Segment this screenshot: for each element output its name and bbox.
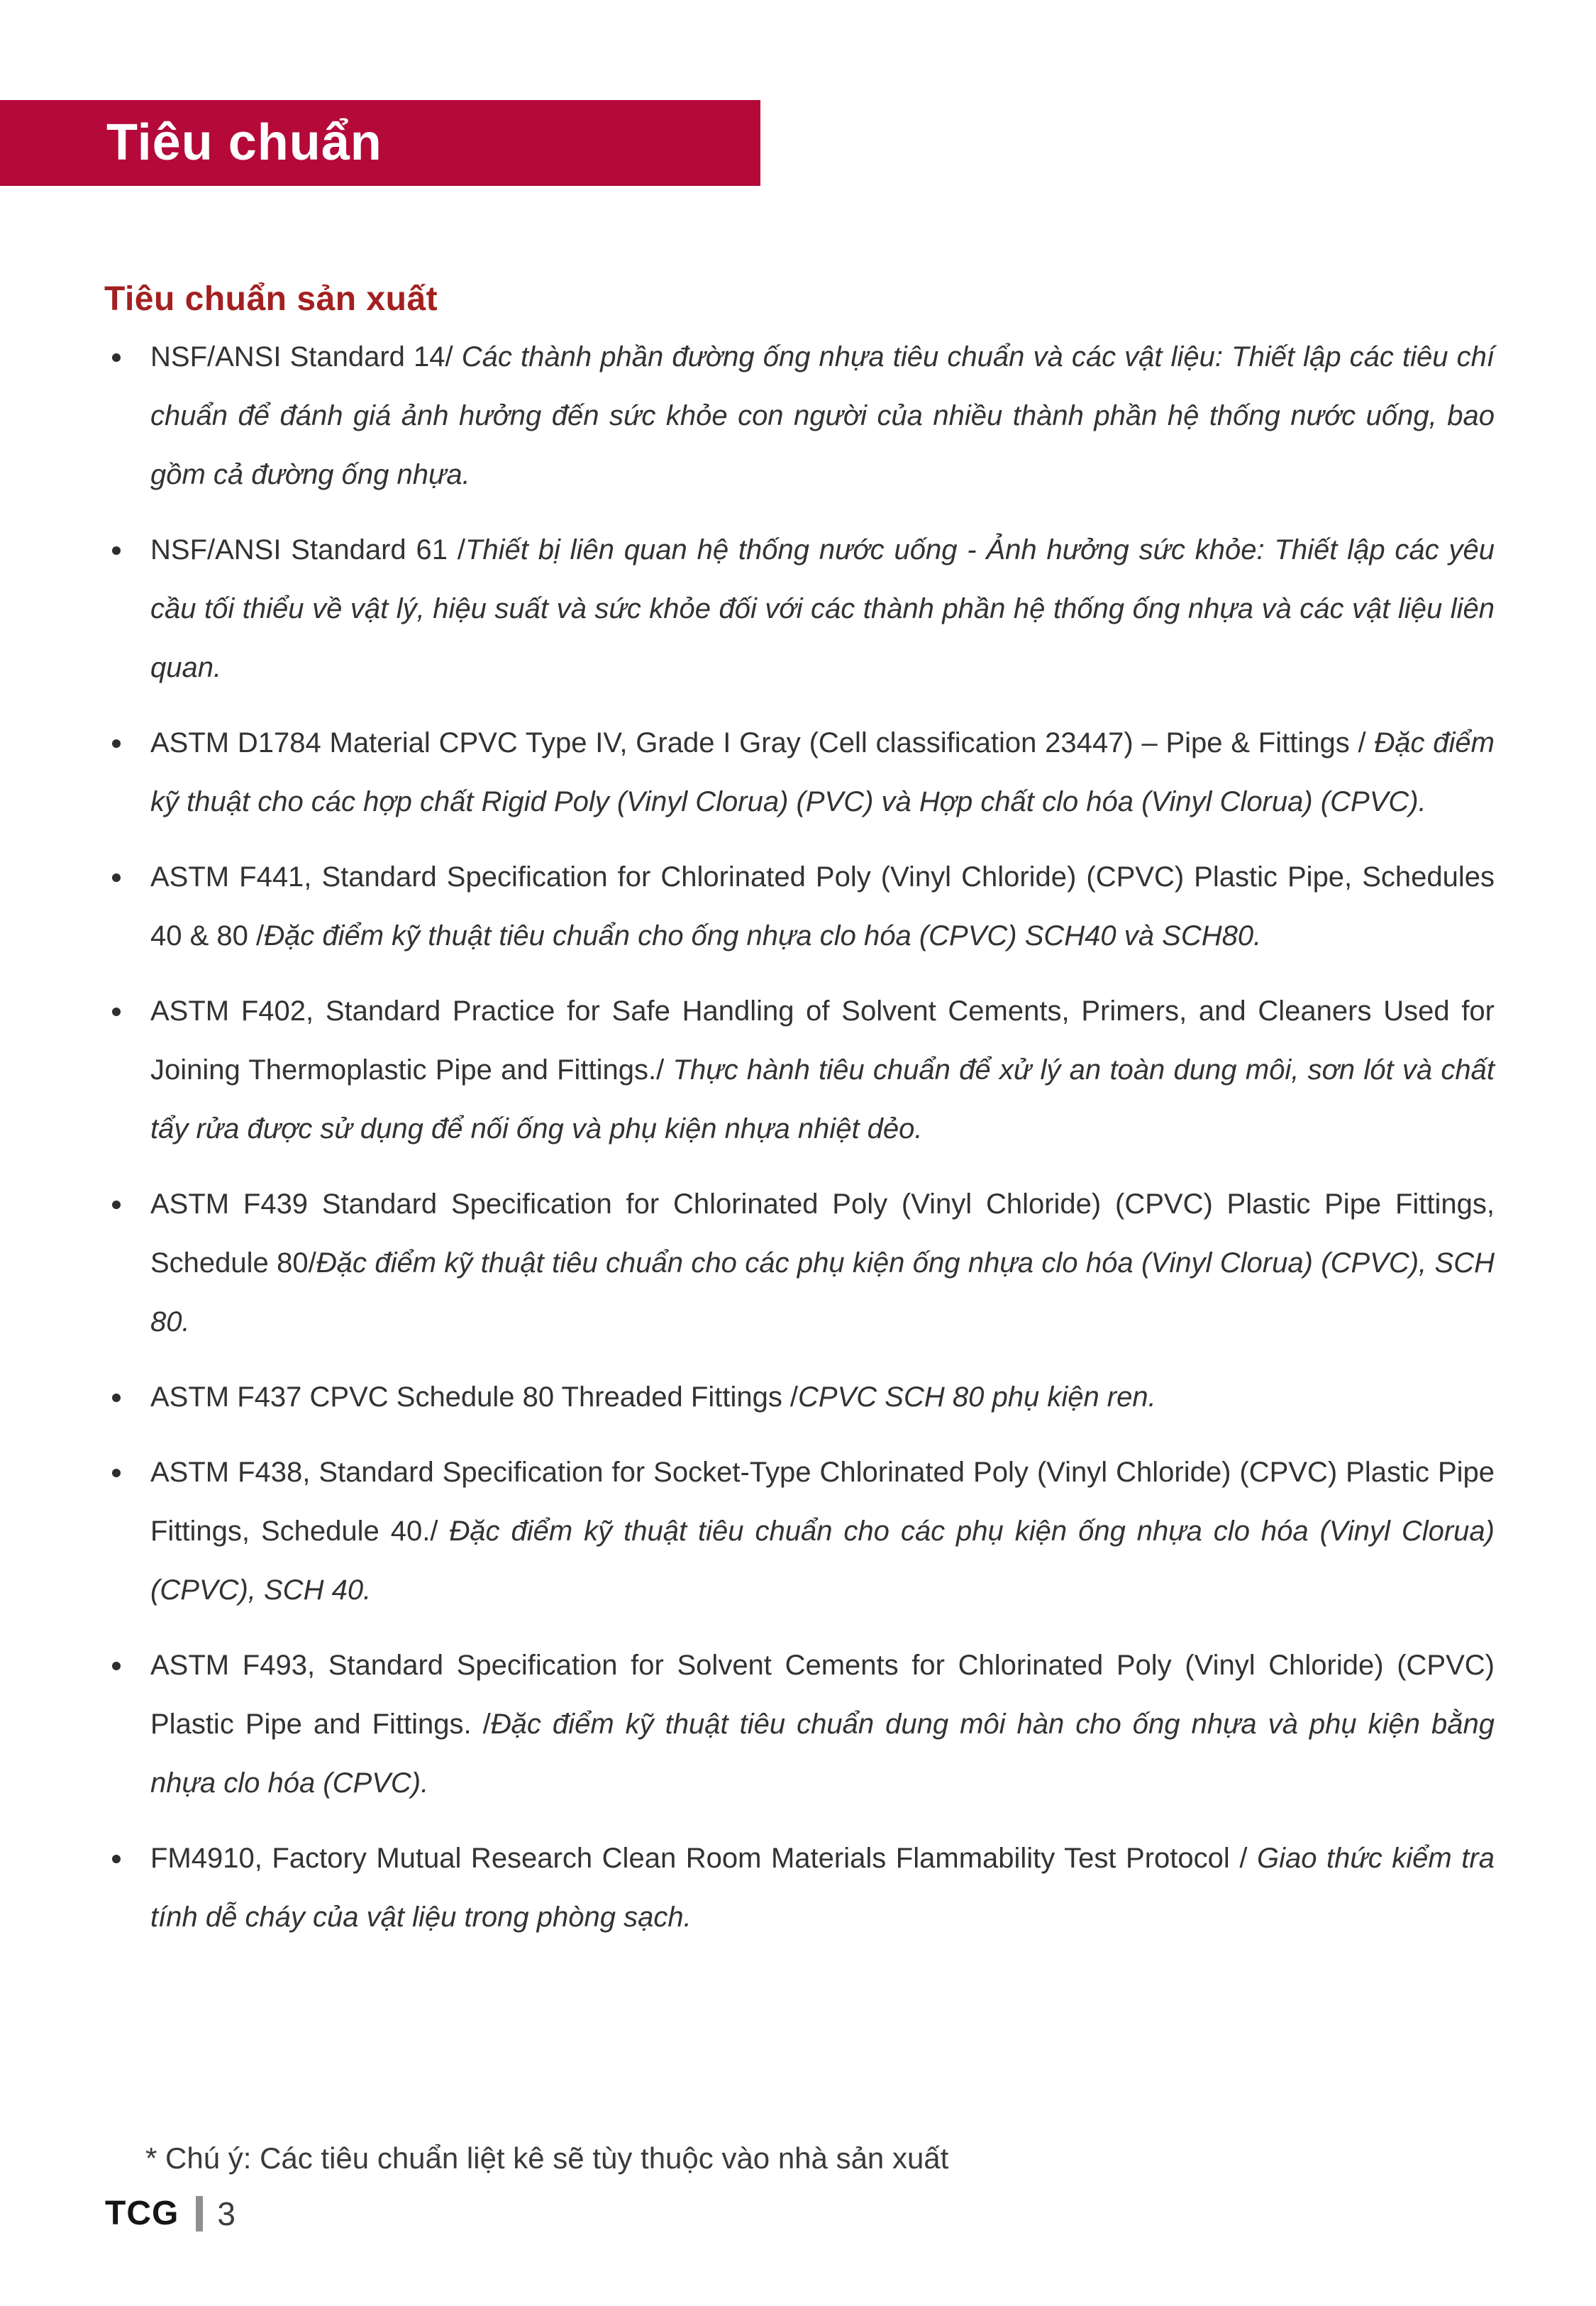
footnote: * Chú ý: Các tiêu chuẩn liệt kê sẽ tùy thuộc vào nhà sản xuất	[145, 2141, 949, 2175]
standard-description-vi: Các thành phần đường ống nhựa tiêu chuẩn và các vật liệu: Thiết lập các tiêu chí chuẩn để đánh giá ảnh hưởng đến sức khỏe con người của nhiều thành phần hệ thống nước uống, bao gồm cả đường ống nhựa.	[150, 341, 1495, 490]
footer-divider	[196, 2196, 203, 2231]
standard-code: NSF/ANSI Standard 14/	[150, 341, 462, 373]
page-footer	[105, 2194, 235, 2233]
bullet-dot-icon	[112, 1855, 121, 1863]
list-item	[106, 521, 1495, 697]
list-item	[106, 1829, 1495, 1947]
bullet-dot-icon	[112, 873, 121, 882]
standard-description-vi: Đặc điểm kỹ thuật cho các hợp chất Rigid Poly (Vinyl Clorua) (PVC) và Hợp chất clo hóa (Vinyl Clorua) (CPVC).	[150, 727, 1495, 817]
standard-code: ASTM D1784 Material CPVC Type IV, Grade I Gray (Cell classification 23447) – Pipe & Fittings /	[150, 727, 1375, 758]
list-item	[106, 714, 1495, 832]
standard-description-vi: Đặc điểm kỹ thuật tiêu chuẩn cho ống nhựa clo hóa (CPVC) SCH40 và SCH80.	[264, 920, 1262, 951]
bullet-dot-icon	[112, 546, 121, 555]
list-item	[106, 982, 1495, 1159]
list-item	[106, 1636, 1495, 1813]
list-item	[106, 1368, 1495, 1427]
bullet-dot-icon	[112, 739, 121, 748]
standard-code: ASTM F437 CPVC Schedule 80 Threaded Fittings /	[150, 1381, 799, 1413]
section-banner	[0, 100, 760, 186]
page-title: Tiêu chuẩn	[106, 114, 382, 171]
bullet-dot-icon	[112, 1469, 121, 1477]
standard-code: ASTM F402, Standard Practice for Safe Handling of Solvent Cements, Primers, and Cleaners Used for Joining Thermoplastic Pipe and Fittings./	[150, 995, 1495, 1086]
list-item	[106, 1175, 1495, 1352]
page-number: 3	[217, 2195, 235, 2232]
standard-description-vi: Giao thức kiểm tra tính dễ cháy của vật liệu trong phòng sạch.	[150, 1843, 1495, 1933]
standard-description-vi: Đặc điểm kỹ thuật tiêu chuẩn cho các phụ kiện ống nhựa clo hóa (Vinyl Clorua) (CPVC), SCH 40.	[150, 1516, 1495, 1606]
standard-code: ASTM F439 Standard Specification for Chlorinated Poly (Vinyl Chloride) (CPVC) Plastic Pipe Fittings, Schedule 80/	[150, 1188, 1495, 1279]
standard-description-vi: CPVC SCH 80 phụ kiện ren.	[798, 1381, 1156, 1413]
standard-code: FM4910, Factory Mutual Research Clean Room Materials Flammability Test Protocol /	[150, 1843, 1257, 1874]
standard-code: NSF/ANSI Standard 61 /	[150, 534, 465, 566]
standard-code: ASTM F493, Standard Specification for Solvent Cements for Chlorinated Poly (Vinyl Chloride) (CPVC) Plastic Pipe and Fittings. /	[150, 1650, 1495, 1740]
bullet-dot-icon	[112, 1662, 121, 1670]
bullet-dot-icon	[112, 353, 121, 362]
bullet-dot-icon	[112, 1008, 121, 1016]
standard-description-vi: Đặc điểm kỹ thuật tiêu chuẩn cho các phụ kiện ống nhựa clo hóa (Vinyl Clorua) (CPVC), SCH 80.	[150, 1247, 1495, 1337]
list-item	[106, 848, 1495, 966]
standard-description-vi: Thiết bị liên quan hệ thống nước uống - Ảnh hưởng sức khỏe: Thiết lập các yêu cầu tối thiểu về vật lý, hiệu suất và sức khỏe đối với các thành phần hệ thống ống nhựa và các vật liệu liên quan.	[150, 534, 1495, 683]
bullet-dot-icon	[112, 1201, 121, 1209]
bullet-dot-icon	[112, 1394, 121, 1402]
section-heading: Tiêu chuẩn sản xuất	[104, 280, 438, 318]
standard-description-vi: Đặc điểm kỹ thuật tiêu chuẩn dung môi hàn cho ống nhựa và phụ kiện bằng nhựa clo hóa (CPVC).	[150, 1709, 1495, 1799]
brand-label: TCG	[105, 2195, 179, 2232]
standard-code: ASTM F438, Standard Specification for Socket-Type Chlorinated Poly (Vinyl Chloride) (CPVC) Plastic Pipe Fittings, Schedule 40./	[150, 1457, 1495, 1547]
standard-description-vi: Thực hành tiêu chuẩn để xử lý an toàn dung môi, sơn lót và chất tẩy rửa được sử dụng để nối ống và phụ kiện nhựa nhiệt dẻo.	[150, 1054, 1495, 1144]
list-item	[106, 328, 1495, 504]
list-item	[106, 1443, 1495, 1620]
standard-code: ASTM F441, Standard Specification for Chlorinated Poly (Vinyl Chloride) (CPVC) Plastic Pipe, Schedules 40 & 80 /	[150, 861, 1495, 951]
standards-list	[106, 328, 1495, 1963]
